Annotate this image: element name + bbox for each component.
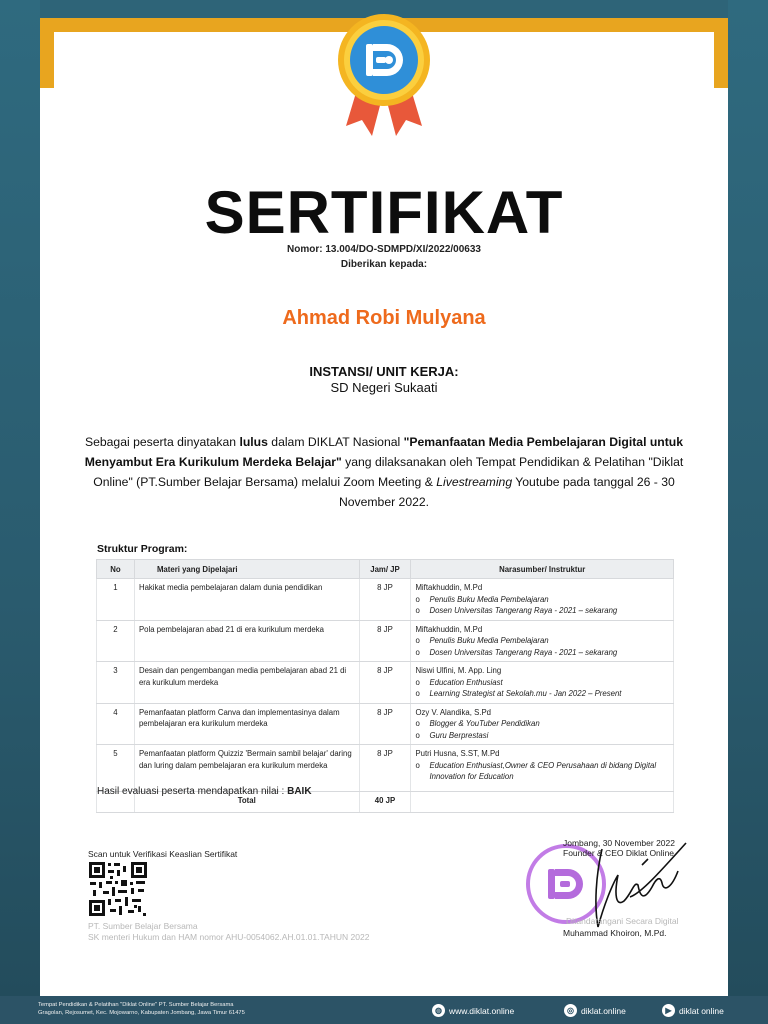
narasumber-role [415, 677, 669, 689]
row-narasumber [411, 579, 674, 621]
row-jam: 8 JP [359, 745, 411, 792]
role-text: Education Enthusiast,Owner & CEO Perusahaan di bidang Digital Innovation for Education [429, 760, 657, 781]
table-row [97, 620, 674, 662]
institution-label: INSTANSI/ UNIT KERJA: [309, 364, 459, 379]
bullet: o [415, 594, 420, 604]
bullet: o [415, 760, 420, 770]
row-narasumber [411, 662, 674, 704]
narasumber-role [415, 760, 669, 783]
diklat-title: "Pemanfaatan Media Pembelajaran Digital untuk Menyambut Era Kurikulum Merdeka Belajar" [84, 435, 684, 469]
signature-name: Muhammad Khoiron, M.Pd. [563, 928, 667, 938]
narasumber-name: Miftakhuddin, M.Pd [415, 624, 483, 634]
certificate-number: Nomor: 13.004/DO-SDMPD/XI/2022/00633 [287, 244, 481, 255]
footer-address-line: Gragolan, Rejosumet, Kec. Mojowarno, Kabupaten Jombang, Jawa Timur 61475 [38, 1010, 245, 1016]
statement-livestreaming: Livestreaming [436, 475, 513, 489]
bullet: o [415, 719, 420, 728]
narasumber-role [415, 718, 669, 730]
footer-youtube[interactable] [662, 1004, 724, 1017]
role-text: Penulis Buku Media Pembelajaran [429, 636, 549, 645]
frame-right [728, 0, 768, 1000]
row-narasumber [411, 745, 674, 792]
table-row [97, 579, 674, 621]
company-name: PT. Sumber Belajar Bersama [88, 921, 198, 931]
role-text: Learning Strategist at Sekolah.mu - Jan 2022 – Present [429, 689, 622, 698]
statement-lulus: lulus [239, 435, 268, 449]
total-label: Total [134, 792, 359, 813]
footer-instagram[interactable] [564, 1004, 626, 1017]
row-materi: Hakikat media pembelajaran dalam dunia pendidikan [134, 579, 359, 621]
narasumber-role [415, 647, 669, 659]
bullet: o [415, 730, 420, 740]
signature-date: Jombang, 30 November 2022 [563, 838, 675, 848]
table-row [97, 662, 674, 704]
footer-youtube-text: diklat online [679, 1005, 724, 1016]
header-materi: Materi yang Dipelajari [134, 560, 359, 579]
bullet: o [415, 689, 420, 698]
footer-address-line: Tempat Pendidikan & Pelatihan "Diklat Online" PT. Sumber Belajar Bersama [38, 1002, 234, 1008]
statement-part: Youtube pada tanggal 26 - 30 November 2022. [338, 475, 675, 509]
gold-border-right [714, 18, 728, 88]
bullet: o [415, 647, 420, 657]
row-materi: Desain dan pengembangan media pembelajaran abad 21 di era kurikulum merdeka [134, 662, 359, 704]
row-narasumber [411, 703, 674, 745]
header-no: No [97, 560, 135, 579]
total-value: 40 JP [359, 792, 411, 813]
total-empty [411, 792, 674, 813]
role-text: Dosen Universitas Tangerang Raya - 2021 – sekarang [429, 606, 618, 615]
signature-digital-note: Ditandatangani Secara Digital [566, 916, 679, 926]
given-to-label: Diberikan kepada: [340, 259, 428, 270]
gold-border-left [40, 18, 54, 88]
narasumber-role [415, 594, 669, 606]
role-text: Education Enthusiast [429, 677, 503, 687]
evaluation-result [97, 786, 312, 797]
role-text: Guru Berprestasi [429, 730, 489, 740]
certificate-title: SERTIFIKAT [204, 179, 564, 246]
statement-part: dalam DIKLAT Nasional [267, 435, 404, 449]
row-no: 2 [97, 620, 135, 662]
program-title: Struktur Program: [97, 543, 188, 555]
company-sk: SK menteri Hukum dan HAM nomor AHU-0054062.AH.01.01.TAHUN 2022 [88, 932, 370, 942]
institution-value: SD Negeri Sukaati [330, 380, 438, 395]
table-row [97, 745, 674, 792]
row-jam: 8 JP [359, 620, 411, 662]
row-narasumber [411, 620, 674, 662]
footer-website-text: www.diklat.online [449, 1005, 515, 1016]
narasumber-name: Miftakhuddin, M.Pd [415, 583, 483, 592]
medal-logo-icon [332, 8, 436, 138]
narasumber-name: Ozy V. Alandika, S.Pd [415, 707, 491, 717]
evaluation-value: BAIK [287, 786, 312, 797]
certificate-statement [78, 432, 690, 512]
table-row [97, 703, 674, 745]
program-table [96, 559, 674, 813]
narasumber-name: Putri Husna, S.ST, M.Pd [415, 749, 500, 758]
row-materi: Pemanfaatan platform Canva dan implementasinya dalam pembelajaran era kurikulum merdeka [134, 703, 359, 745]
row-no: 1 [97, 579, 135, 621]
signature-role: Founder & CEO Diklat Online [563, 848, 675, 858]
row-jam: 8 JP [359, 662, 411, 704]
scan-label: Scan untuk Verifikasi Keaslian Sertifikat [88, 849, 238, 859]
qr-code-icon[interactable] [88, 861, 148, 917]
narasumber-role [415, 605, 669, 617]
row-no: 5 [97, 745, 135, 792]
bullet: o [415, 606, 420, 615]
role-text: Penulis Buku Media Pembelajaran [429, 594, 549, 604]
statement-part: Sebagai peserta dinyatakan [84, 435, 240, 449]
header-narasumber: Narasumber/ Instruktur [411, 560, 674, 579]
row-no: 4 [97, 703, 135, 745]
globe-icon: ◍ [432, 1004, 445, 1017]
narasumber-role [415, 635, 669, 647]
role-text: Dosen Universitas Tangerang Raya - 2021 – sekarang [429, 647, 618, 657]
role-text: Blogger & YouTuber Pendidikan [429, 719, 540, 728]
statement-part: yang dilaksanakan oleh Tempat Pendidikan & Pelatihan "Diklat Online" (PT.Sumber Belajar Bersama) melalui Zoom Meeting & [93, 455, 684, 489]
evaluation-prefix: Hasil evaluasi peserta mendapatkan nilai : [97, 786, 288, 797]
narasumber-role [415, 730, 669, 742]
row-no: 3 [97, 662, 135, 704]
header-jam: Jam/ JP [359, 560, 411, 579]
row-materi: Pemanfaatan platform Quizziz 'Bermain sambil belajar' daring dan luring dalam pembelajaran era kurikulum merdeka [134, 745, 359, 792]
narasumber-name: Niswi Ulfini, M. App. Ling [415, 666, 502, 675]
footer-website[interactable] [432, 1004, 514, 1017]
row-jam: 8 JP [359, 579, 411, 621]
recipient-name: Ahmad Robi Mulyana [282, 307, 486, 329]
footer-address [38, 1001, 245, 1017]
bullet: o [415, 636, 420, 645]
row-materi: Pola pembelajaran abad 21 di era kurikulum merdeka [134, 620, 359, 662]
footer-instagram-text: diklat.online [581, 1005, 626, 1016]
bullet: o [415, 677, 420, 687]
narasumber-role [415, 688, 669, 700]
youtube-icon: ▶ [662, 1004, 675, 1017]
instagram-icon: ◎ [564, 1004, 577, 1017]
frame-left [0, 0, 40, 1000]
row-jam: 8 JP [359, 703, 411, 745]
table-header-row [97, 560, 674, 579]
